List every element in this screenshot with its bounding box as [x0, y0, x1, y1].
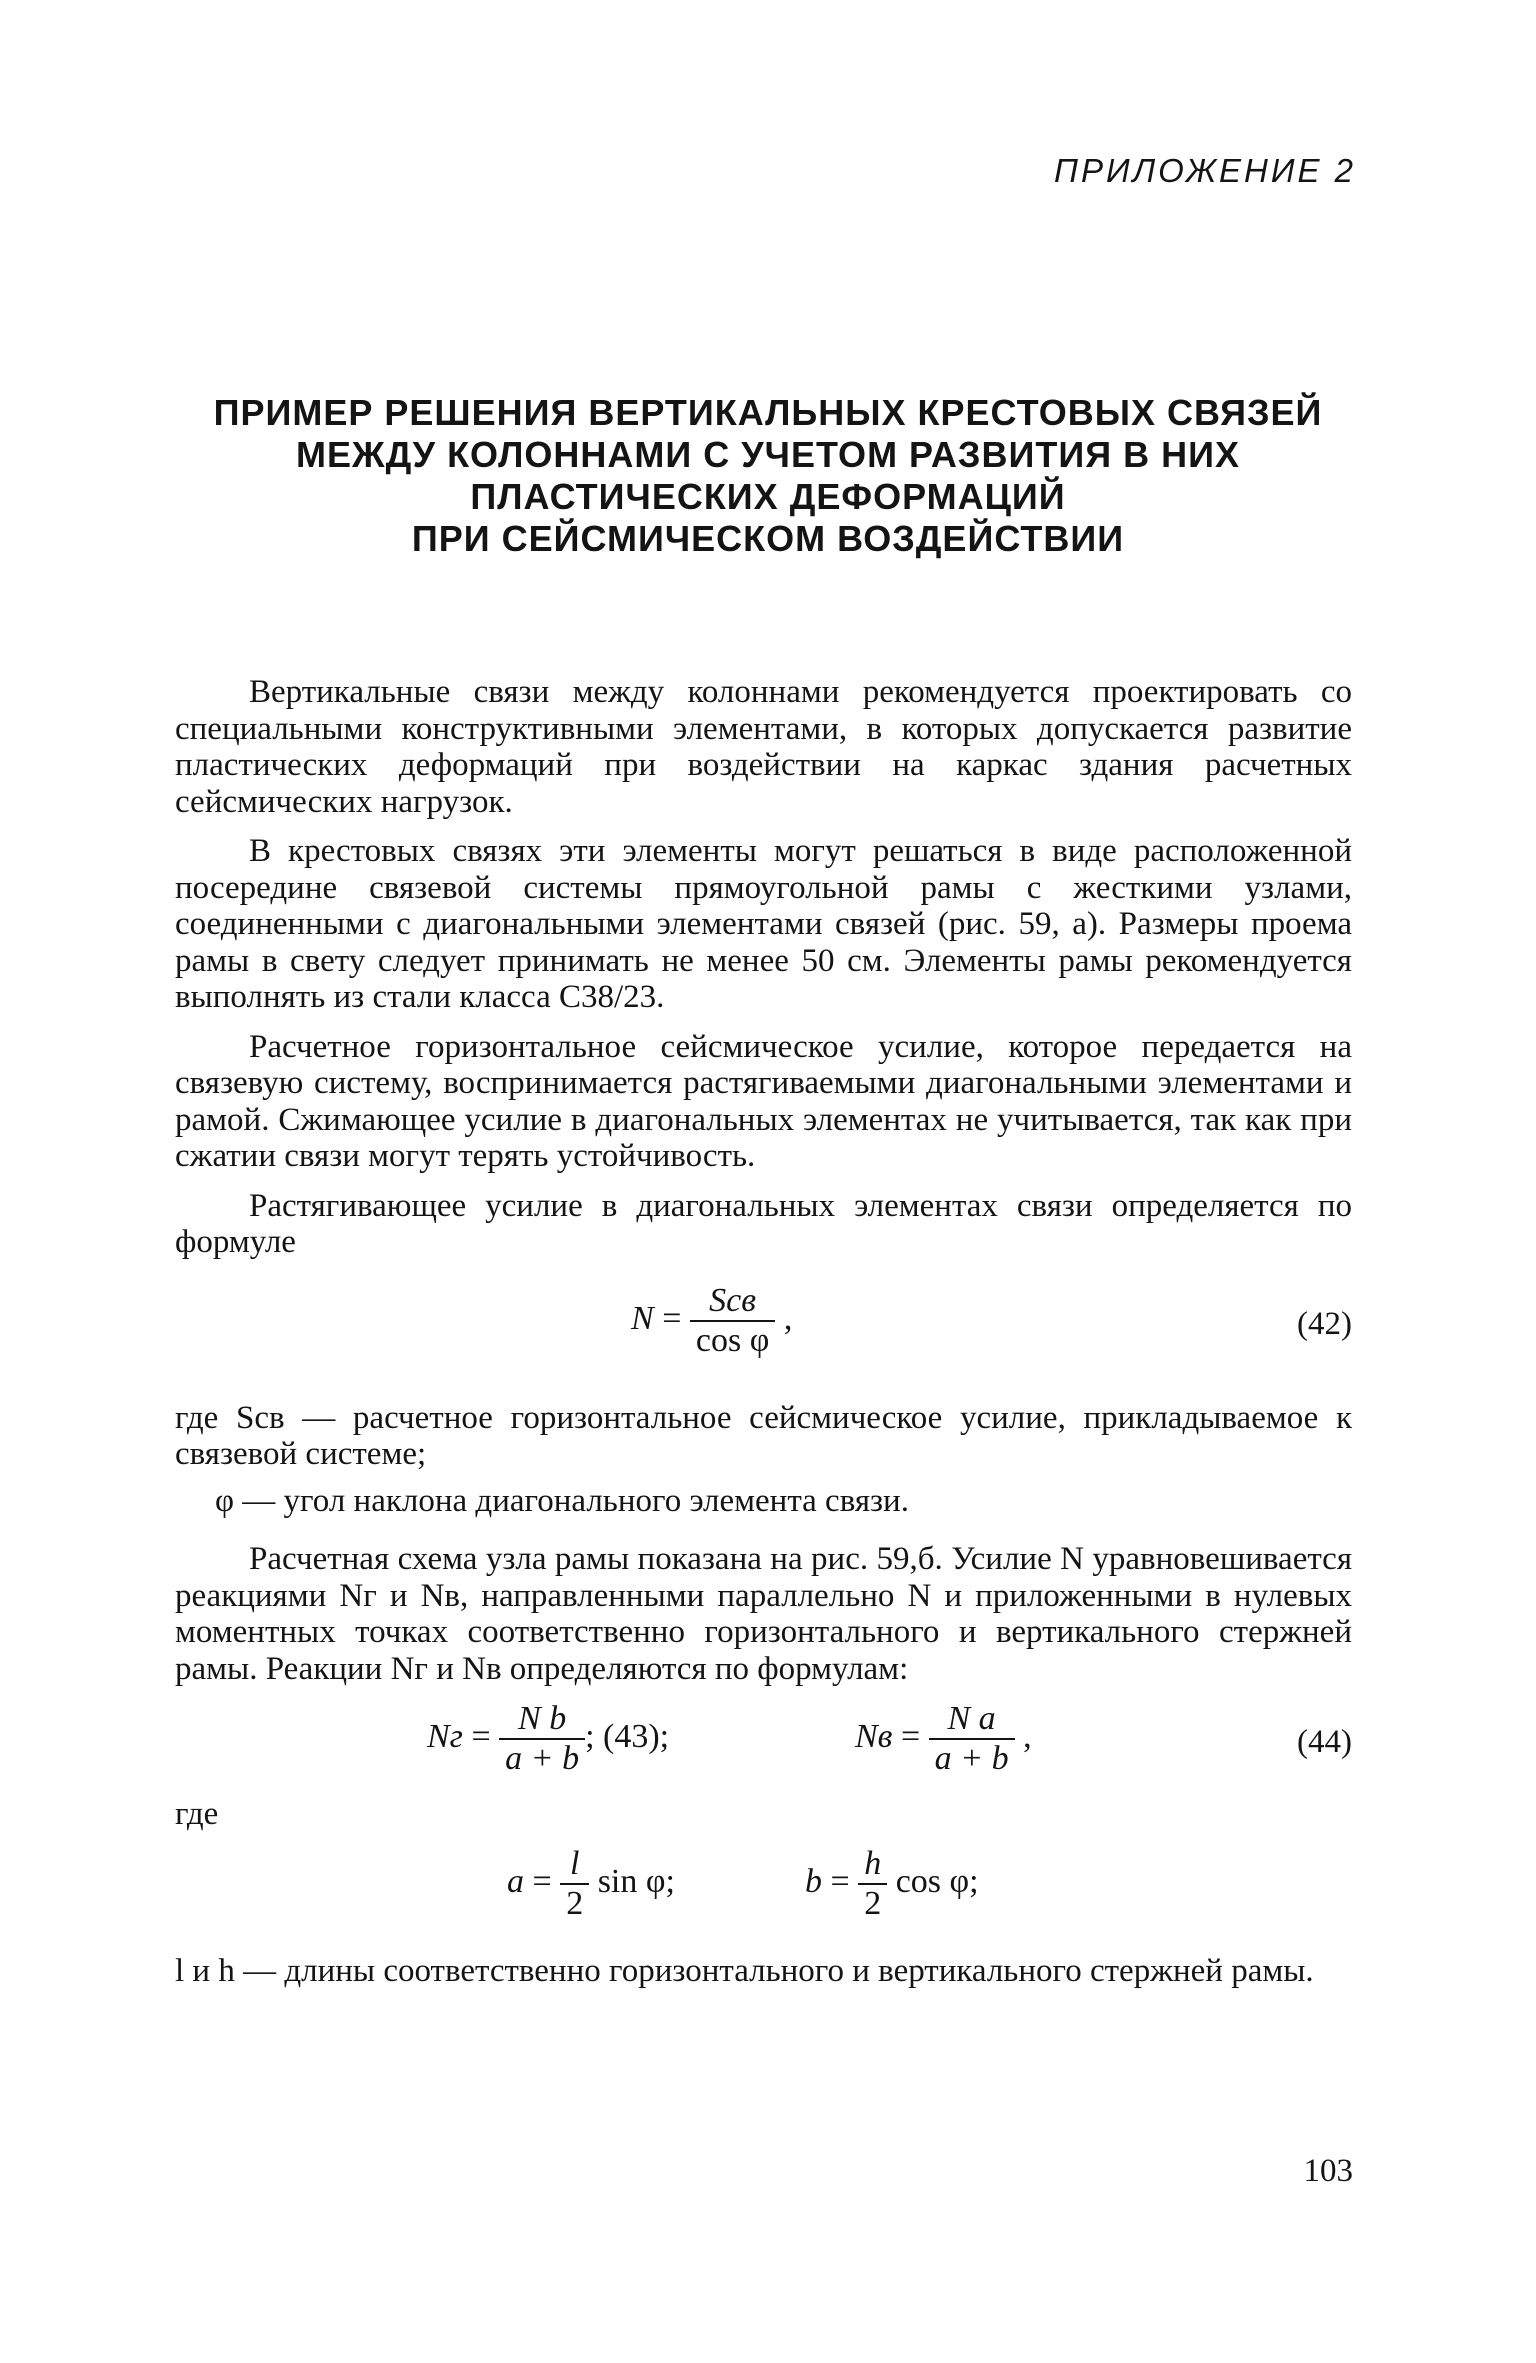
- title-line: ПРИ СЕЙСМИЧЕСКОМ ВОЗДЕЙСТВИИ: [411, 518, 1125, 559]
- formula-42: [175, 1274, 1352, 1378]
- formula-b-denominator: 2: [864, 1884, 882, 1922]
- title-line: МЕЖДУ КОЛОННАМИ С УЧЕТОМ РАЗВИТИЯ В НИХ: [296, 434, 1240, 475]
- formula-b: [805, 1845, 979, 1923]
- formula-42-eq: =: [653, 1299, 690, 1337]
- formula-43-denominator: a + b: [505, 1740, 580, 1777]
- formula-a-tail: sin φ;: [589, 1862, 675, 1900]
- paragraph-2: В крестовых связях эти элементы могут решаться в виде расположенной посередине связевой системы прямоугольной рамы с жесткими узлами, соединенными с диагональными элементами связей (рис. 59, а). Размеры проема рамы в свету следует принимать не менее 50 см. Элементы рамы рекомендуется выполнять из стали класса С38/23.: [175, 833, 1352, 1015]
- formula-44-eq: =: [892, 1717, 929, 1755]
- formula-43-eq: =: [462, 1717, 500, 1755]
- formula-a-denominator: 2: [566, 1884, 584, 1922]
- formula-42-numerator: Sсв: [690, 1282, 775, 1322]
- paragraph-5: Расчетная схема узла рамы показана на рис. 59,б. Усилие N уравновешивается реакциями Nг и Nв, направленными параллельно N и приложенными в нулевых моментных точках соответственно горизонтального и вертикального стержней рамы. Реакции Nг и Nв определяются по формулам:: [175, 1541, 1352, 1687]
- paragraph-3: Расчетное горизонтальное сейсмическое усилие, которое передается на связевую систему, воспринимается растягиваемыми диагональными элементами и рамой. Сжимающее усилие в диагональных элементах не учитывается, так как при сжатии связи могут терять устойчивость.: [175, 1028, 1352, 1174]
- formula-44: [855, 1700, 1032, 1778]
- title-line: ПЛАСТИЧЕСКИХ ДЕФОРМАЦИЙ: [470, 476, 1066, 517]
- formula-44-number: (44): [1297, 1724, 1352, 1760]
- paragraph-6: l и h — длины соответственно горизонтального и вертикального стержней рамы.: [175, 1952, 1314, 1989]
- where-definition-phi: φ — угол наклона диагонального элемента связи.: [215, 1482, 909, 1519]
- appendix-header: ПРИЛОЖЕНИЕ 2: [1054, 152, 1356, 189]
- formula-44-denominator: a + b: [934, 1740, 1009, 1777]
- page-number: 103: [1303, 2153, 1353, 2189]
- formula-43-tail: ; (43);: [585, 1717, 670, 1755]
- formula-b-tail: cos φ;: [887, 1862, 979, 1900]
- formula-44-tail: ,: [1014, 1717, 1032, 1755]
- formula-43-lhs: Nг: [427, 1717, 463, 1755]
- formula-42-number: (42): [1297, 1305, 1352, 1342]
- formulas-43-44: [175, 1700, 1352, 1796]
- where-label: где: [175, 1796, 219, 1832]
- formula-b-numerator: h: [858, 1845, 887, 1885]
- formula-44-numerator: N a: [929, 1700, 1015, 1740]
- paragraph-1: Вертикальные связи между колоннами рекомендуется проектировать со специальными конструктивными элементами, в которых допускается развитие пластических деформаций при воздействии на каркас здания расчетных сейсмических нагрузок.: [175, 674, 1352, 820]
- paragraph-4: Растягивающее усилие в диагональных элементах связи определяется по формуле: [175, 1187, 1352, 1260]
- formula-44-lhs: Nв: [855, 1717, 893, 1755]
- formula-a-b: [175, 1845, 1352, 1945]
- formula-43-numerator: N b: [499, 1700, 585, 1740]
- formula-42-tail: ,: [775, 1299, 793, 1337]
- formula-42-lhs: N: [631, 1299, 654, 1337]
- page-title: [160, 392, 1376, 560]
- formula-a: [507, 1845, 675, 1923]
- title-line: ПРИМЕР РЕШЕНИЯ ВЕРТИКАЛЬНЫХ КРЕСТОВЫХ СВЯЗЕЙ: [213, 392, 1323, 433]
- formula-42-denominator: cos φ: [695, 1321, 770, 1359]
- formula-b-lhs: b: [805, 1862, 822, 1900]
- formula-a-lhs: a: [507, 1862, 524, 1900]
- body-text: [175, 674, 1352, 2002]
- formula-a-numerator: l: [560, 1845, 589, 1885]
- where-definition-scv: где Sсв — расчетное горизонтальное сейсмическое усилие, прикладываемое к связевой системе;: [175, 1399, 1352, 1472]
- formula-a-eq: =: [524, 1862, 561, 1900]
- formula-43: [427, 1700, 669, 1778]
- formula-b-eq: =: [822, 1862, 859, 1900]
